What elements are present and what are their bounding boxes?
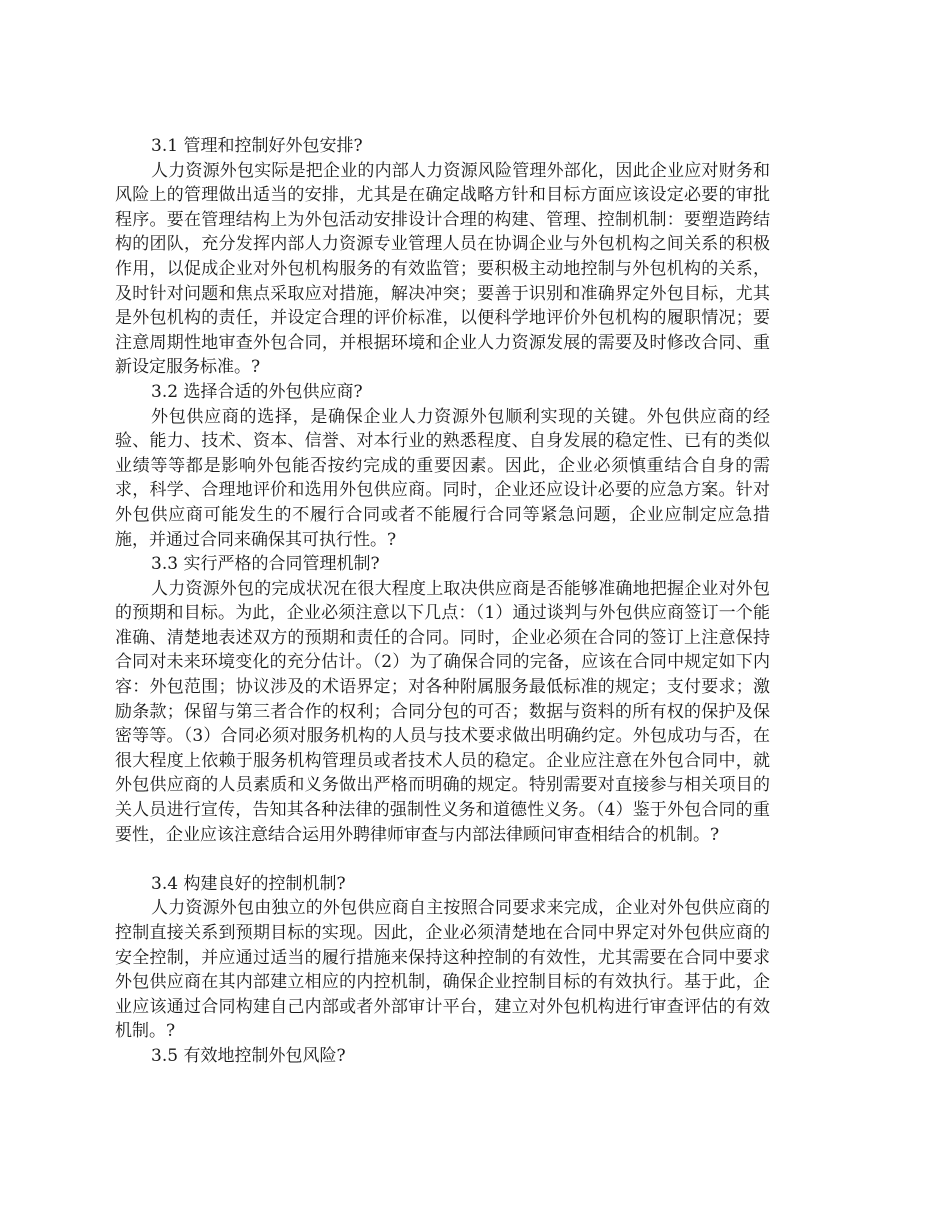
blank-line xyxy=(115,847,770,872)
section-heading-3-1: 3.1 管理和控制好外包安排? xyxy=(151,136,363,156)
section-heading-3-4: 3.4 构建良好的控制机制? xyxy=(151,873,346,894)
section-heading-3-5: 3.5 有效地控制外包风险? xyxy=(151,1045,346,1066)
section-heading-3-3: 3.3 实行严格的合同管理机制? xyxy=(151,554,380,575)
section-body-3-4: 人力资源外包由独立的外包供应商自主按照合同要求来完成，企业对外包供应商的控制直接关系到预期目标的实现。因此，企业必须清楚地在合同中界定对外包供应商的安全控制，并应通过适当的履行措施来保持这种控制的有效性，尤其需要在合同中要求外包供应商在其内部建立相应的内控机制，确保企业控制目标的有效执行。基于此，企业应该通过合同构建自己内部或者外部审计平台，建立对外包机构进行审查评估的有效机制。? xyxy=(115,898,770,1042)
section-body-3-2: 外包供应商的选择，是确保企业人力资源外包顺利实现的关键。外包供应商的经验、能力、技术、资本、信誉、对本行业的熟悉程度、自身发展的稳定性、已有的类似业绩等等都是影响外包能否按约完成的重要因素。因此，企业必须慎重结合自身的需求，科学、合理地评价和选用外包供应商。同时，企业还应设计必要的应急方案。针对外包供应商可能发生的不履行合同或者不能履行合同等紧急问题，企业应制定应急措施，并通过合同来确保其可执行性。? xyxy=(115,406,770,550)
section-body-3-1: 人力资源外包实际是把企业的内部人力资源风险管理外部化，因此企业应对财务和风险上的管理做出适当的安排，尤其是在确定战略方针和目标方面应该设定必要的审批程序。要在管理结构上为外包活动安排设计合理的构建、管理、控制机制：要塑造跨结构的团队，充分发挥内部人力资源专业管理人员在协调企业与外包机构之间关系的积极作用，以促成企业对外包机构服务的有效监管；要积极主动地控制与外包机构的关系，及时针对问题和焦点采取应对措施，解决冲突；要善于识别和准确界定外包目标，尤其是外包机构的责任，并设定合理的评价标准，以便科学地评价外包机构的履职情况；要注意周期性地审查外包合同，并根据环境和企业人力资源发展的需要及时修改合同、重新设定服务标准。? xyxy=(115,160,770,378)
section-heading-3-2: 3.2 选择合适的外包供应商? xyxy=(151,381,363,402)
section-body-3-3: 人力资源外包的完成状况在很大程度上取决供应商是否能够准确地把握企业对外包的预期和目标。为此，企业必须注意以下几点：（1）通过谈判与外包供应商签订一个能准确、清楚地表述双方的预期和责任的合同。同时，企业必须在合同的签订上注意保持合同对未来环境变化的充分估计。（2）为了确保合同的完备，应该在合同中规定如下内容：外包范围；协议涉及的术语界定；对各种附属服务最低标准的规定；支付要求；激励条款；保留与第三者合作的权利；合同分包的可否；数据与资料的所有权的保护及保密等等。（3）合同必须对服务机构的人员与技术要求做出明确约定。外包成功与否，在很大程度上依赖于服务机构管理员或者技术人员的稳定。企业应注意在外包合同中，就外包供应商的人员素质和义务做出严格而明确的规定。特别需要对直接参与相关项目的关人员进行宣传，告知其各种法律的强制性义务和道德性义务。（4）鉴于外包合同的重要性，企业应该注意结合运用外聘律师审查与内部法律顾问审查相结合的机制。? xyxy=(115,578,770,845)
document-page xyxy=(115,134,770,1069)
